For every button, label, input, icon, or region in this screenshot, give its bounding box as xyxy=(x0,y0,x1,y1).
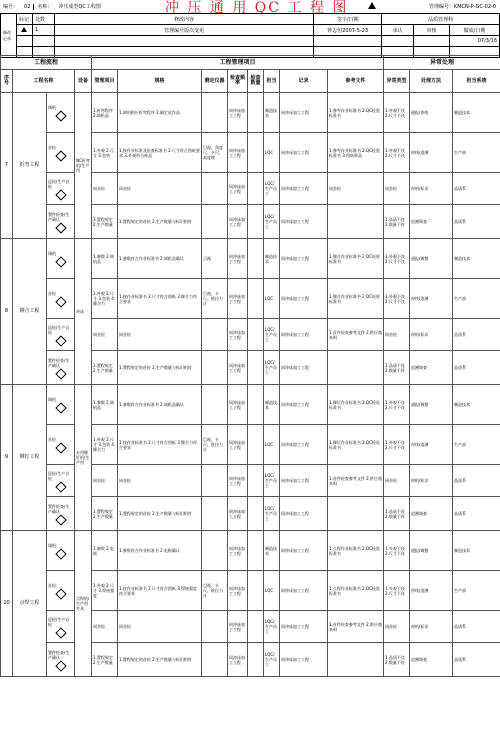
header-mgmt-item: 管理项目 xyxy=(92,70,118,93)
cell-freq: 同冲床加工工程 xyxy=(228,465,248,497)
document-top-bar xyxy=(0,0,500,14)
cell-spec: 同首检 xyxy=(118,611,202,643)
col-dept: 品质管理科 xyxy=(382,14,500,25)
review-label: 审核 xyxy=(414,25,450,36)
cell-record: 同冲床加工工程 xyxy=(280,133,328,173)
cell-freq: 同冲床加工工程 xyxy=(228,385,248,425)
section-equipment: 冲床 xyxy=(75,239,92,385)
cell-spec: 同首检 xyxy=(118,465,202,497)
page-title: 冲 压 通 用 QC 工 程 图 xyxy=(165,0,349,16)
cell-ref: 1.点焊作业标准书 2.QC检验标准书 xyxy=(328,531,384,571)
cell-rep: 品质系 xyxy=(453,497,500,531)
decision-diamond-icon xyxy=(55,189,66,200)
cell-owner: LQC/生产员工 xyxy=(264,643,280,677)
cell-method: 追溯调查 xyxy=(410,643,453,677)
decision-diamond-icon xyxy=(55,368,66,379)
cell-inst xyxy=(202,351,228,385)
header-instrument: 测定仪器 xyxy=(202,70,228,93)
cell-rep: 生产部 xyxy=(453,133,500,173)
cell-owner: LQC/生产员工 xyxy=(264,465,280,497)
cell-owner: LQC/生产员工 xyxy=(264,351,280,385)
cell-abn: 1.外观不良 2.尺寸不良 xyxy=(384,571,410,611)
cell-mgmt: 1.置程规定 2.生产数量 xyxy=(92,497,118,531)
cell-qty xyxy=(248,205,264,239)
cell-ref: 1.首件检查参考文件 2.供应商来料 xyxy=(328,611,384,643)
cell-owner: LQC xyxy=(264,571,280,611)
cell-rep: 品质系 xyxy=(453,173,500,205)
cell-ref xyxy=(328,351,384,385)
cell-abn: 同首检 xyxy=(384,173,410,205)
section-equipment: 点焊机/生产用夹具 xyxy=(75,531,92,677)
cell-mgmt: 1.参数 2.调机品 xyxy=(92,385,118,425)
flow-step-label: 首检 xyxy=(48,145,56,150)
cell-record: 同冲床加工工程 xyxy=(280,279,328,319)
cell-inst xyxy=(202,385,228,425)
cell-spec: 1.按作业标准书 2.尺寸符合图纸 3.铆合力符合要求 xyxy=(118,279,202,319)
cell-qty xyxy=(248,93,264,133)
revision-table xyxy=(0,13,500,58)
cell-rep: 生产部 xyxy=(453,571,500,611)
cell-method: 停机/标识 xyxy=(410,611,453,643)
decision-diamond-icon xyxy=(55,588,66,599)
cell-abn: 1.外观不良 2.尺寸不良 xyxy=(384,239,410,279)
cell-spec: 1.调用相应折弯程序 2.确定试作品 xyxy=(118,93,202,133)
cell-method: 停线/追溯 xyxy=(410,133,453,173)
cell-method: 通报/调整 xyxy=(410,385,453,425)
cell-record: 同冲床加工工程 xyxy=(280,571,328,611)
process-table xyxy=(0,55,500,677)
decision-diamond-icon xyxy=(55,402,66,413)
cell-freq: 同冲床加工工程 xyxy=(228,133,248,173)
warning-triangle-icon xyxy=(21,27,27,32)
cell-abn: 同首检 xyxy=(384,611,410,643)
header-record: 记录 xyxy=(280,70,328,93)
cell-mgmt: 1.置程规定 2.生产数量 xyxy=(92,351,118,385)
cell-record: 同冲床加工工程 xyxy=(280,239,328,279)
cell-owner: LQC/生产员工 xyxy=(264,611,280,643)
cell-qty xyxy=(248,133,264,173)
cell-qty xyxy=(248,531,264,571)
cell-qty xyxy=(248,571,264,611)
cell-freq: 同冲床加工工程 xyxy=(228,319,248,351)
cell-spec: 1.按作业标准书 2.尺寸符合图纸 3.焊接强度符合要求 xyxy=(118,571,202,611)
cell-record: 同冲床加工工程 xyxy=(280,531,328,571)
table-row xyxy=(1,531,500,571)
cell-mgmt: 1.外观 2.尺寸 3.焊接强度 xyxy=(92,571,118,611)
flow-step xyxy=(47,279,75,319)
cell-ref: 1.点焊作业标准书 2.QC检验标准书 xyxy=(328,571,384,611)
cell-owner: LQC xyxy=(264,133,280,173)
cell-mgmt: 同首检 xyxy=(92,465,118,497)
cell-method: 追溯调查 xyxy=(410,497,453,531)
decision-diamond-icon xyxy=(55,514,66,525)
cell-inst: 目视、卡尺、推拉力计 xyxy=(202,571,228,611)
cell-ref: 1.首件检查参考文件 2.供应商来料 xyxy=(328,465,384,497)
cell-inst xyxy=(202,205,228,239)
cell-freq: 同冲床加工工程 xyxy=(228,93,248,133)
cell-owner: 制造技术 xyxy=(264,239,280,279)
cell-owner: LQC/生产员工 xyxy=(264,497,280,531)
flow-step xyxy=(47,611,75,643)
flow-step-label: 巡检/生产自检 xyxy=(48,616,70,627)
cell-inst: 目视、角度尺、卡尺、高度规 xyxy=(202,133,228,173)
cell-freq: 同冲床加工工程 xyxy=(228,571,248,611)
header-seq: 序号 xyxy=(1,70,13,93)
flow-step-label: 置件检查/生产确认 xyxy=(48,211,70,222)
mgmt-number xyxy=(429,3,496,10)
cell-rep: 生产部 xyxy=(453,279,500,319)
cell-freq: 同冲床加工工程 xyxy=(228,497,248,531)
section-seq: 10 xyxy=(1,531,13,677)
decision-diamond-icon xyxy=(55,660,66,671)
cell-record: 同冲床加工工程 xyxy=(280,465,328,497)
cell-method: 追溯调查 xyxy=(410,205,453,239)
cell-ref xyxy=(328,205,384,239)
cell-mgmt: 1.参数 2.调机品 xyxy=(92,239,118,279)
cell-freq: 同冲床加工工程 xyxy=(228,425,248,465)
row-mark-icon xyxy=(16,25,32,36)
cell-method: 停机/标识 xyxy=(410,173,453,205)
cell-owner: LQC/生产员工 xyxy=(264,205,280,239)
cell-rep: 制造技术 xyxy=(453,385,500,425)
header-abnormal: 异常处理 xyxy=(384,56,500,70)
flow-step-label: 调机 xyxy=(48,397,56,402)
cell-mgmt: 1.折弯程序 2.调机品 xyxy=(92,93,118,133)
decision-diamond-icon xyxy=(55,150,66,161)
cell-method: 停线/追溯 xyxy=(410,571,453,611)
cell-spec: 同首检 xyxy=(118,173,202,205)
table-row xyxy=(1,239,500,279)
flow-step xyxy=(47,643,75,677)
header-freq: 检查频率 xyxy=(228,70,248,93)
cell-method: 停线/追溯 xyxy=(410,425,453,465)
cell-ref: 1.铆钉作业标准书 2.QC检验标准书 xyxy=(328,385,384,425)
mgmt-no-label: 管理编号： xyxy=(428,4,454,10)
flow-step xyxy=(47,531,75,571)
cell-mgmt: 1.外观 2.尺寸 3.包装 xyxy=(92,133,118,173)
flow-step xyxy=(47,351,75,385)
header-method: 处理方法 xyxy=(410,70,453,93)
cell-inst xyxy=(202,93,228,133)
cell-rep: 品质系 xyxy=(453,351,500,385)
cell-record: 同冲床加工工程 xyxy=(280,319,328,351)
cell-method: 通报/调整 xyxy=(410,531,453,571)
cell-inst xyxy=(202,173,228,205)
cell-inst xyxy=(202,319,228,351)
cell-inst xyxy=(202,643,228,677)
section-seq: 8 xyxy=(1,239,13,385)
cell-freq: 同冲床加工工程 xyxy=(228,205,248,239)
table-row xyxy=(1,385,500,425)
cell-abn: 1.品质不良 2.数量不符 xyxy=(384,205,410,239)
row-content: 管理编号版次变更 xyxy=(54,25,313,36)
cell-method: 通报/调整 xyxy=(410,239,453,279)
header-spec: 规格 xyxy=(118,70,202,93)
header-abn-type: 异常类型 xyxy=(384,70,410,93)
cell-ref: 1.铆钉作业标准书 2.QC检验标准书 xyxy=(328,425,384,465)
col-sign: 签字/日期 xyxy=(314,14,382,25)
cell-record: 同冲床加工工程 xyxy=(280,351,328,385)
cell-record: 同冲床加工工程 xyxy=(280,205,328,239)
cell-freq: 同冲床加工工程 xyxy=(228,173,248,205)
warning-triangle-icon xyxy=(368,2,376,9)
cell-owner: LQC/生产员工 xyxy=(264,173,280,205)
cell-qty xyxy=(248,351,264,385)
cell-owner: LQC xyxy=(264,425,280,465)
cell-mgmt: 1.外观 2.尺寸 3.包装 4.铆合力 xyxy=(92,425,118,465)
cell-ref: 1.参考作业标准书 2.QC检验标准书 xyxy=(328,93,384,133)
cell-inst xyxy=(202,611,228,643)
flow-step xyxy=(47,133,75,173)
flow-step-label: 调机 xyxy=(48,105,56,110)
cell-freq: 同冲床加工工程 xyxy=(228,531,248,571)
decision-diamond-icon xyxy=(55,335,66,346)
cell-rep: 生产部 xyxy=(453,425,500,465)
row-mark: 1 xyxy=(32,25,54,36)
cell-qty xyxy=(248,279,264,319)
cell-record: 同冲床加工工程 xyxy=(280,643,328,677)
cell-qty xyxy=(248,239,264,279)
decision-diamond-icon xyxy=(55,442,66,453)
row-sign: 钟志恒2007-5-23 xyxy=(314,25,382,36)
section-name: 点焊工程 xyxy=(13,531,47,677)
cell-spec: 1.参数符合作业标准书 2.电极确认 xyxy=(118,531,202,571)
section-seq: 9 xyxy=(1,385,13,531)
decision-diamond-icon xyxy=(55,627,66,638)
flow-step-label: 调机 xyxy=(48,251,56,256)
cell-inst: 目视、卡尺、推拉力计 xyxy=(202,279,228,319)
cell-record: 同冲床加工工程 xyxy=(280,497,328,531)
cell-abn: 1.品质不良 2.数量不符 xyxy=(384,497,410,531)
cell-mgmt: 同首检 xyxy=(92,611,118,643)
cell-spec: 1.参数符合作业标准书 2.调机品确认 xyxy=(118,239,202,279)
cell-abn: 同首检 xyxy=(384,319,410,351)
cell-inst: 目视 xyxy=(202,239,228,279)
decision-diamond-icon xyxy=(55,110,66,121)
decision-diamond-icon xyxy=(55,296,66,307)
cell-ref xyxy=(328,643,384,677)
cell-rep: 品质系 xyxy=(453,643,500,677)
header-process-mgmt: 工程管理项目 xyxy=(92,56,384,70)
cell-spec: 1.按作业标准书 2.尺寸符合图纸 3.铆合力符合要求 xyxy=(118,425,202,465)
flow-step-label: 首检 xyxy=(48,583,56,588)
header-process-name: 工程名称 xyxy=(13,70,75,93)
cell-inst xyxy=(202,465,228,497)
cell-qty xyxy=(248,643,264,677)
section-name: 铆合工程 xyxy=(13,239,47,385)
cell-record: 同冲床加工工程 xyxy=(280,425,328,465)
decision-diamond-icon xyxy=(55,548,66,559)
cell-ref: 1.铆合作业标准书 2.QC检验标准书 xyxy=(328,279,384,319)
cell-freq: 同冲床加工工程 xyxy=(228,239,248,279)
cell-rep: 品质系 xyxy=(453,205,500,239)
section-name: 折弯工程 xyxy=(13,93,47,239)
cell-abn: 1.品质不良 2.数量不符 xyxy=(384,351,410,385)
cell-ref: 同首检 xyxy=(328,173,384,205)
cell-spec: 1.置程规定的首检 2.生产数量与标识相符 xyxy=(118,643,202,677)
cell-inst xyxy=(202,497,228,531)
cell-method: 停机/标识 xyxy=(410,319,453,351)
section-equipment: NC折弯机/生产用 xyxy=(75,93,92,239)
cell-abn: 1.品质不良 2.数量不符 xyxy=(384,643,410,677)
flow-step-label: 首检 xyxy=(48,437,56,442)
mgmt-no: KMCN-P-GC-02-0 xyxy=(453,4,496,10)
flow-step xyxy=(47,205,75,239)
col-count: 处数 xyxy=(32,14,54,25)
cell-rep: 品质系 xyxy=(453,465,500,497)
flow-step xyxy=(47,465,75,497)
cell-mgmt: 1.置程规定 2.生产数量 xyxy=(92,205,118,239)
col-content: 修改内容 xyxy=(54,14,313,25)
cell-spec: 1.置程规定的首检 2.生产数量与标识相符 xyxy=(118,497,202,531)
cell-qty xyxy=(248,425,264,465)
decision-diamond-icon xyxy=(55,256,66,267)
cell-ref: 1.首件检查参考文件 2.供应商来料 xyxy=(328,319,384,351)
section-equipment: 专用铆钉机/生产用 xyxy=(75,385,92,531)
cell-method: 停线/追溯 xyxy=(410,279,453,319)
flow-step xyxy=(47,571,75,611)
cell-inst: 目视、卡尺、推拉力计 xyxy=(202,425,228,465)
cell-abn: 1.外观不良 2.尺寸不良 xyxy=(384,531,410,571)
cell-owner: 制造技术 xyxy=(264,531,280,571)
cell-spec: 1.参数符合作业标准书 2.调机品确认 xyxy=(118,385,202,425)
cell-rep: 制造技术 xyxy=(453,239,500,279)
cell-abn: 1.外观不良 2.尺寸不良 xyxy=(384,425,410,465)
cell-spec: 1.置程规定的首检 2.生产数量与标识相符 xyxy=(118,351,202,385)
flow-step-label: 巡检/生产自检 xyxy=(48,470,70,481)
col-mark: 标记 xyxy=(16,14,32,25)
cell-spec: 1.按作业标准及检查标准书 2.尺寸符合图纸要求 3.外观符合样品 xyxy=(118,133,202,173)
cell-record: 同冲床加工工程 xyxy=(280,385,328,425)
section-name: 铆钉工程 xyxy=(13,385,47,531)
cell-mgmt: 1.置程规定 2.生产数量 xyxy=(92,643,118,677)
doc-name: 冲压成型QC工程图 xyxy=(58,4,101,10)
cell-abn: 1.外观不良 2.尺寸不良 xyxy=(384,133,410,173)
cell-abn: 1.外观不良 2.尺寸不良 xyxy=(384,385,410,425)
section-seq: 7 xyxy=(1,93,13,239)
flow-step-label: 调机 xyxy=(48,543,56,548)
doc-no: 02 xyxy=(21,4,34,10)
cell-abn: 同首检 xyxy=(384,465,410,497)
cell-ref: 1.参考作业标准书 2.QC检验标准书 3.图纸样品 xyxy=(328,133,384,173)
cell-spec: 同首检 xyxy=(118,319,202,351)
cell-method: 通报/停线 xyxy=(410,93,453,133)
cell-abn: 1.外观不良 2.尺寸不良 xyxy=(384,279,410,319)
cell-rep: 制造技术 xyxy=(453,93,500,133)
cell-record: 同冲床加工工程 xyxy=(280,93,328,133)
header-process-flow: 工程流程 xyxy=(1,56,92,70)
header-reporter: 担当系统 xyxy=(453,70,500,93)
process-sections xyxy=(1,93,500,677)
header-equipment: 设备 xyxy=(75,70,92,93)
cell-qty xyxy=(248,611,264,643)
cell-owner: 制造技术 xyxy=(264,385,280,425)
flow-step-label: 置件检查/生产确认 xyxy=(48,503,70,514)
flow-step-label: 置件检查/生产确认 xyxy=(48,357,70,368)
revision-side-label: 修改记录 xyxy=(1,14,17,58)
flow-step xyxy=(47,93,75,133)
cell-record: 同冲床加工工程 xyxy=(280,173,328,205)
cell-abn: 1.外观不良 2.尺寸不良 xyxy=(384,93,410,133)
cell-method: 停机/标识 xyxy=(410,465,453,497)
cell-mgmt: 同首检 xyxy=(92,173,118,205)
flow-step xyxy=(47,497,75,531)
flow-step xyxy=(47,239,75,279)
cell-rep: 制造技术 xyxy=(453,531,500,571)
decision-diamond-icon xyxy=(55,481,66,492)
cell-qty xyxy=(248,465,264,497)
cell-mgmt: 同首检 xyxy=(92,319,118,351)
cell-qty xyxy=(248,173,264,205)
cell-owner: LQC xyxy=(264,279,280,319)
cell-qty xyxy=(248,497,264,531)
flow-step-label: 置件检查/生产确认 xyxy=(48,649,70,660)
flow-step xyxy=(47,319,75,351)
cell-qty xyxy=(248,385,264,425)
header-ref-doc: 参考文件 xyxy=(328,70,384,93)
flow-step xyxy=(47,425,75,465)
header-owner: 担当 xyxy=(264,70,280,93)
name-label: 名称： xyxy=(37,4,53,10)
cell-ref xyxy=(328,497,384,531)
table-row xyxy=(1,93,500,133)
cell-freq: 同冲床加工工程 xyxy=(228,611,248,643)
flow-step-label: 首检 xyxy=(48,291,56,296)
cell-ref: 1.铆合作业标准书 2.QC检验标准书 xyxy=(328,239,384,279)
flow-step-label: 巡检/生产自检 xyxy=(48,324,70,335)
decision-diamond-icon xyxy=(55,222,66,233)
cell-mgmt: 1.参数 2.电极 xyxy=(92,531,118,571)
prepare-label: 做成/日期 xyxy=(450,25,500,36)
header-qty: 检查数量 xyxy=(248,70,264,93)
cell-qty xyxy=(248,319,264,351)
cell-freq: 同冲床加工工程 xyxy=(228,279,248,319)
approve-label: 承认 xyxy=(382,25,414,36)
cell-freq: 同冲床加工工程 xyxy=(228,643,248,677)
flow-step xyxy=(47,173,75,205)
cell-method: 追溯调查 xyxy=(410,351,453,385)
flow-step-label: 巡检/生产自检 xyxy=(48,178,70,189)
cell-freq: 同冲床加工工程 xyxy=(228,351,248,385)
doc-no-label: 编号： xyxy=(3,4,19,10)
prepare-date: 07/3/16 xyxy=(450,36,500,47)
cell-mgmt: 1.外观 2.尺寸 3.包装 4.铆合力 xyxy=(92,279,118,319)
flow-step xyxy=(47,385,75,425)
cell-inst xyxy=(202,531,228,571)
cell-owner: LQC/生产员工 xyxy=(264,319,280,351)
cell-record: 同冲床加工工程 xyxy=(280,611,328,643)
cell-rep: 品质系 xyxy=(453,611,500,643)
cell-rep: 品质系 xyxy=(453,319,500,351)
cell-owner: 制造技术 xyxy=(264,93,280,133)
cell-spec: 1.置程规定的首检 2.生产数量与标识相符 xyxy=(118,205,202,239)
